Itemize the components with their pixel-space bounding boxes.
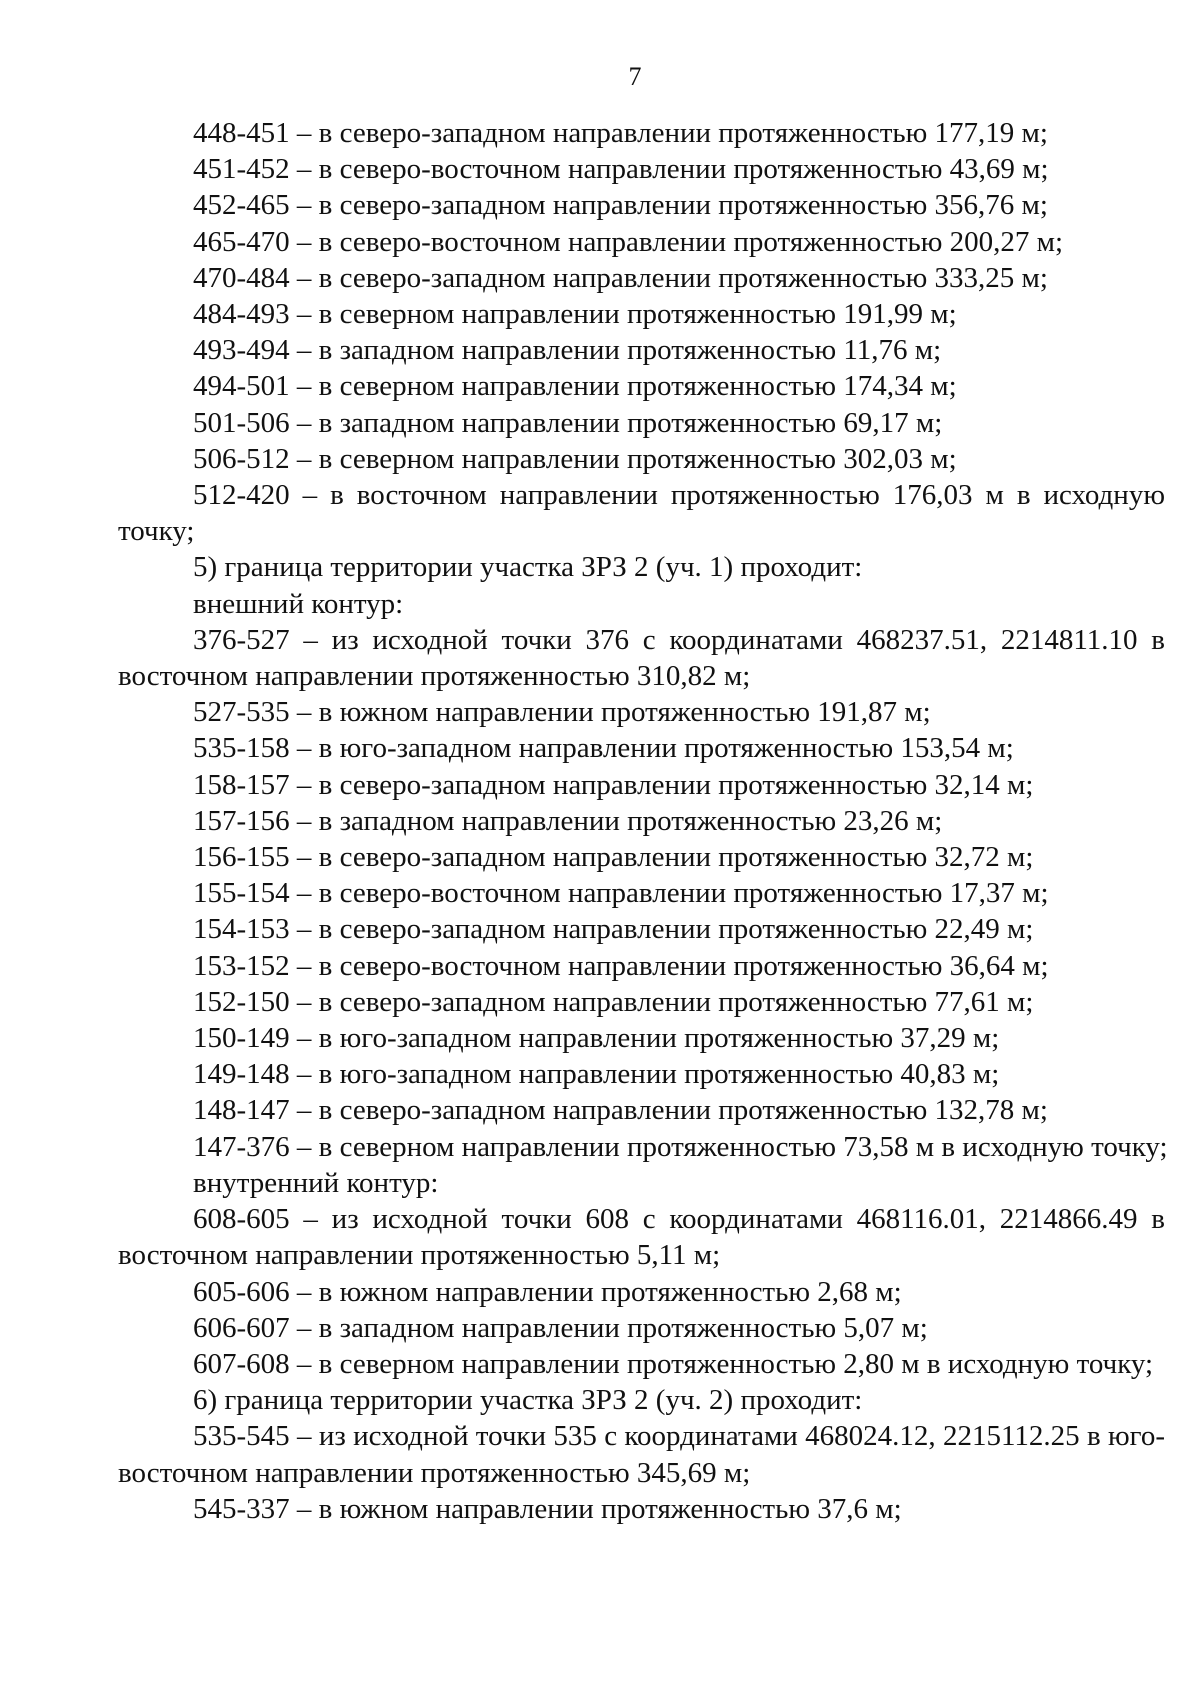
contour-heading: внешний контур: bbox=[193, 587, 404, 620]
paragraph: 147-376 – в северном направлении протяженностью 73,58 м в исходную точку; bbox=[193, 1130, 1168, 1163]
paragraph: 150-149 – в юго-западном направлении протяженностью 37,29 м; bbox=[193, 1022, 1000, 1055]
paragraph: 465-470 – в северо-восточном направлении протяженностью 200,27 м; bbox=[193, 225, 1064, 258]
paragraph: 494-501 – в северном направлении протяженностью 174,34 м; bbox=[193, 370, 957, 403]
paragraph: 506-512 – в северном направлении протяженностью 302,03 м; bbox=[193, 442, 957, 475]
section-heading: 6) граница территории участка ЗРЗ 2 (уч. 2) проходит: bbox=[193, 1384, 863, 1417]
paragraph: 158-157 – в северо-западном направлении протяженностью 32,14 м; bbox=[193, 768, 1034, 801]
paragraph: 545-337 – в южном направлении протяженностью 37,6 м; bbox=[193, 1492, 902, 1525]
paragraph: 155-154 – в северо-восточном направлении протяженностью 17,37 м; bbox=[193, 877, 1049, 910]
paragraph: 156-155 – в северо-западном направлении протяженностью 32,72 м; bbox=[193, 841, 1034, 874]
paragraph: 605-606 – в южном направлении протяженностью 2,68 м; bbox=[193, 1275, 902, 1308]
section-heading: 5) граница территории участка ЗРЗ 2 (уч. 1) проходит: bbox=[193, 551, 863, 584]
paragraph: 451-452 – в северо-восточном направлении протяженностью 43,69 м; bbox=[193, 153, 1049, 186]
paragraph: 606-607 – в западном направлении протяженностью 5,07 м; bbox=[193, 1311, 928, 1344]
paragraph: 149-148 – в юго-западном направлении протяженностью 40,83 м; bbox=[193, 1058, 1000, 1091]
paragraph: 484-493 – в северном направлении протяженностью 191,99 м; bbox=[193, 298, 957, 331]
paragraph: 527-535 – в южном направлении протяженностью 191,87 м; bbox=[193, 696, 931, 729]
paragraph: 148-147 – в северо-западном направлении протяженностью 132,78 м; bbox=[193, 1094, 1048, 1127]
paragraph: 535-158 – в юго-западном направлении протяженностью 153,54 м; bbox=[193, 732, 1014, 765]
document-body bbox=[118, 115, 1168, 1527]
paragraph: 154-153 – в северо-западном направлении протяженностью 22,49 м; bbox=[193, 913, 1034, 946]
paragraph: 157-156 – в западном направлении протяженностью 23,26 м; bbox=[193, 804, 943, 837]
page-number: 7 bbox=[628, 62, 642, 91]
paragraph: 376-527 – из исходной точки 376 с координатами 468237.51, 2214811.10 в восточном направлении протяженностью 310,82 м; bbox=[118, 623, 1165, 693]
paragraph: 512-420 – в восточном направлении протяженностью 176,03 м в исходную точку; bbox=[118, 479, 1165, 548]
paragraph: 470-484 – в северо-западном направлении протяженностью 333,25 м; bbox=[193, 261, 1048, 294]
paragraph: 452-465 – в северо-западном направлении протяженностью 356,76 м; bbox=[193, 189, 1048, 222]
paragraph: 607-608 – в северном направлении протяженностью 2,80 м в исходную точку; bbox=[193, 1347, 1154, 1380]
paragraph: 153-152 – в северо-восточном направлении протяженностью 36,64 м; bbox=[193, 949, 1049, 982]
paragraph: 493-494 – в западном направлении протяженностью 11,76 м; bbox=[193, 334, 942, 367]
paragraph: 501-506 – в западном направлении протяженностью 69,17 м; bbox=[193, 406, 943, 439]
paragraph: 448-451 – в северо-западном направлении протяженностью 177,19 м; bbox=[193, 117, 1048, 149]
paragraph: 608-605 – из исходной точки 608 с координатами 468116.01, 2214866.49 в восточном направлении протяженностью 5,11 м; bbox=[118, 1203, 1165, 1272]
paragraph: 152-150 – в северо-западном направлении протяженностью 77,61 м; bbox=[193, 985, 1034, 1018]
contour-heading: внутренний контур: bbox=[193, 1166, 439, 1199]
paragraph: 535-545 – из исходной точки 535 с координатами 468024.12, 2215112.25 в юго-восточном направлении протяженностью 345,69 м; bbox=[118, 1420, 1165, 1489]
